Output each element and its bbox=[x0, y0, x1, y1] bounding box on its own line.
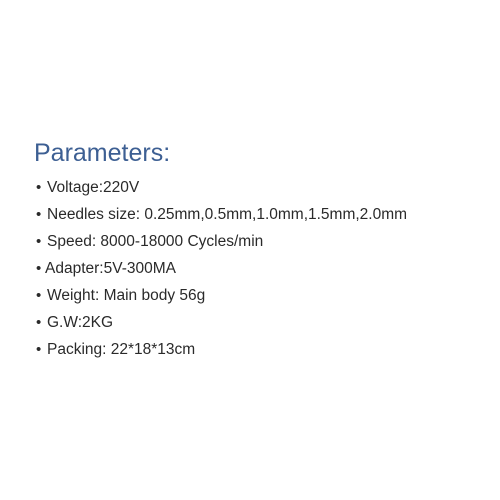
param-item-weight bbox=[36, 282, 407, 309]
parameter-list bbox=[36, 174, 407, 363]
param-text: Weight: Main body 56g bbox=[47, 286, 206, 304]
bullet-icon bbox=[36, 260, 45, 277]
bullet-icon bbox=[36, 206, 47, 223]
param-text: Voltage:220V bbox=[47, 178, 140, 196]
bullet-icon bbox=[36, 179, 47, 196]
param-item-voltage bbox=[36, 174, 407, 201]
section-title: Parameters: bbox=[34, 139, 171, 167]
param-text: Needles size: 0.25mm,0.5mm,1.0mm,1.5mm,2.0mm bbox=[47, 205, 408, 223]
bullet-icon bbox=[36, 233, 47, 250]
param-text: Adapter:5V-300MA bbox=[45, 259, 176, 277]
param-item-gross-weight bbox=[36, 309, 407, 336]
param-item-needles-size bbox=[36, 201, 407, 228]
param-text: G.W:2KG bbox=[47, 313, 114, 331]
param-text: Speed: 8000-18000 Cycles/min bbox=[47, 232, 264, 250]
bullet-icon bbox=[36, 341, 47, 358]
param-item-adapter bbox=[36, 255, 407, 282]
param-item-speed bbox=[36, 228, 407, 255]
param-item-packing bbox=[36, 336, 407, 363]
bullet-icon bbox=[36, 287, 47, 304]
bullet-icon bbox=[36, 314, 47, 331]
param-text: Packing: 22*18*13cm bbox=[47, 340, 196, 358]
